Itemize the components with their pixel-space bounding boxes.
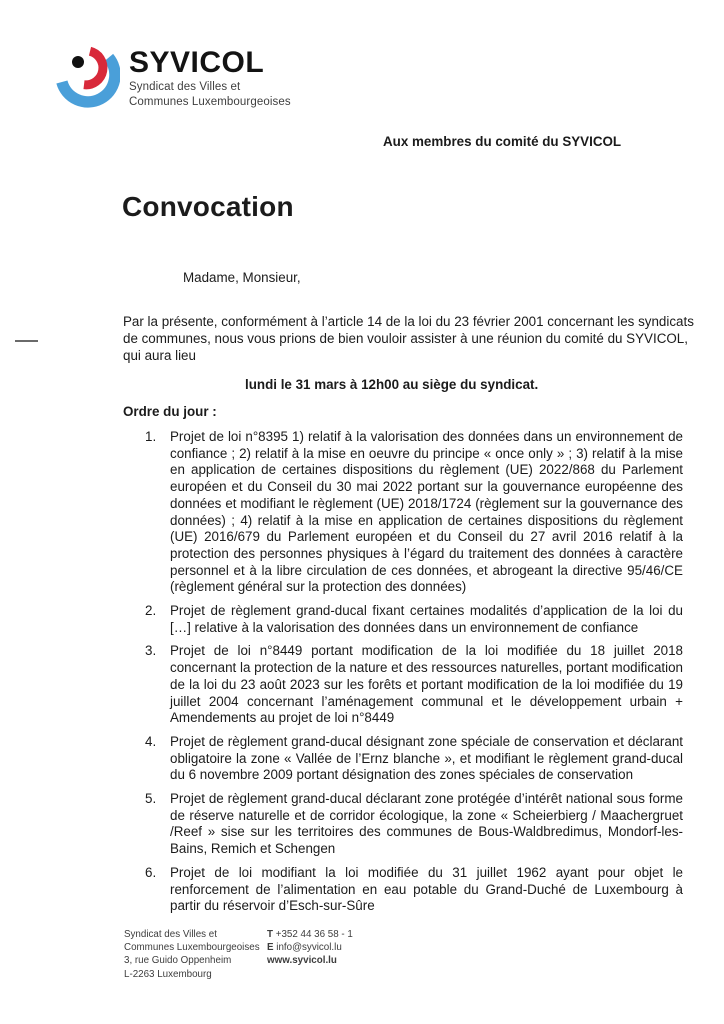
logo-wordmark: SYVICOL [129, 46, 265, 79]
website-url: www.syvicol.lu [267, 955, 337, 967]
recipient-line: Aux membres du comité du SYVICOL [383, 134, 622, 149]
agenda-item-text: Projet de règlement grand-ducal déclarant zone protégée d’intérêt national sous forme de réserve naturelle et de corridor écologique, la zone « Scheierbierg / Maachergruet /Reef » sise sur les territoires des communes de Bous-Waldbredimus, Mondorf-les-Bains, Remich et Schengen [170, 791, 683, 857]
agenda-item [123, 865, 683, 915]
agenda-item-number: 5. [145, 791, 157, 807]
footer-address-line: 3, rue Guido Oppenheim [124, 955, 232, 967]
agenda-item-number: 3. [145, 643, 157, 659]
agenda-item [123, 429, 683, 596]
agenda-item-text: Projet de loi modifiant la loi modifiée du 31 juillet 1962 ayant pour objet le renforcement de l’alimentation en eau potable du Grand-Duché de Luxembourg à partir du réservoir d’Esch-sur-Sûre [170, 864, 683, 914]
footer-address-line: Communes Luxembourgeoises [124, 942, 260, 954]
footer-address-line: Syndicat des Villes et [124, 929, 217, 940]
syvicol-logo [54, 42, 291, 112]
fold-mark [15, 340, 38, 342]
footer-email-line [267, 941, 353, 954]
page-title: Convocation [122, 191, 294, 222]
agenda-item-text: Projet de règlement grand-ducal désignant zone spéciale de conservation et déclarant obligatoire la zone « Vallée de l’Ernz blanche », et modifiant le règlement grand-ducal du 6 novembre 2009 portant désignation des zones spéciales de conservation [170, 733, 683, 783]
meeting-date-line: lundi le 31 mars à 12h00 au siège du syndicat. [245, 377, 539, 392]
agenda-heading: Ordre du jour : [123, 404, 217, 419]
agenda-item-number: 4. [145, 733, 157, 749]
agenda-item-text: Projet de règlement grand-ducal fixant certaines modalités d’application de la loi du […] relative à la valorisation des données dans un environnement de confiance [170, 603, 683, 635]
intro-paragraph [123, 314, 694, 364]
agenda-item [123, 643, 683, 727]
agenda-item-text: Projet de loi n°8395 1) relatif à la valorisation des données dans un environnement de confiance ; 2) relatif à la mise en oeuvre du principe « once only » ; 3) relatif à la mise en application de certaines dispositions du règlement (UE) 2022/868 du Parlement européen et du Conseil du 30 mai 2022 portant sur la gouvernance européenne des données et modifiant le règlement (UE) 2018/1724 (règlement sur la gouvernance des données) ; 4) relatif à la mise en application de certaines dispositions du règlement (UE) 2016/679 du Parlement européen et du Conseil du 27 avril 2016 relatif à la protection des personnes physiques à l’égard du traitement des données à caractère personnel et à la libre circulation de ces données, et abrogeant la directive 95/46/CE (règlement général sur la protection des données) [170, 429, 683, 595]
intro-line: qui aura lieu [123, 347, 196, 363]
agenda-item-number: 6. [145, 864, 157, 880]
agenda-item-number: 1. [145, 429, 157, 444]
footer-contact [267, 928, 353, 968]
logo-subtitle-line: Syndicat des Villes et [129, 81, 241, 93]
phone-number: +352 44 36 58 - 1 [275, 929, 353, 940]
intro-line: de communes, nous vous prions de bien vouloir assister à une réunion du comité du SYVICOL, [123, 330, 688, 346]
agenda-item [123, 734, 683, 784]
phone-label: T [267, 929, 273, 940]
agenda-item-text: Projet de loi n°8449 portant modification de la loi modifiée du 18 juillet 2018 concernant la protection de la nature et des ressources naturelles, portant modification de la loi du 23 août 2023 sur les forêts et portant modification de la loi modifiée du 19 juillet 2004 concernant l’aménagement communal et le développement urbain + Amendements au projet de loi n°8449 [170, 643, 683, 726]
footer-phone-line [267, 928, 353, 941]
agenda-item-number: 2. [145, 603, 157, 619]
email-label: E [267, 942, 274, 954]
footer-address-line: L-2263 Luxembourg [124, 968, 212, 980]
logo-text [129, 42, 291, 109]
agenda-item [123, 791, 683, 858]
logo-subtitle-line: Communes Luxembourgeoises [129, 95, 291, 108]
footer-address [124, 928, 260, 981]
agenda-list [123, 429, 683, 922]
email-address: info@syvicol.lu [276, 942, 342, 954]
salutation: Madame, Monsieur, [183, 270, 301, 285]
syvicol-logo-icon [54, 42, 120, 112]
agenda-item [123, 603, 683, 636]
intro-line: Par la présente, conformément à l’article 14 de la loi du 23 février 2001 concernant les syndicats [123, 314, 694, 329]
logo-subtitle [129, 80, 291, 109]
